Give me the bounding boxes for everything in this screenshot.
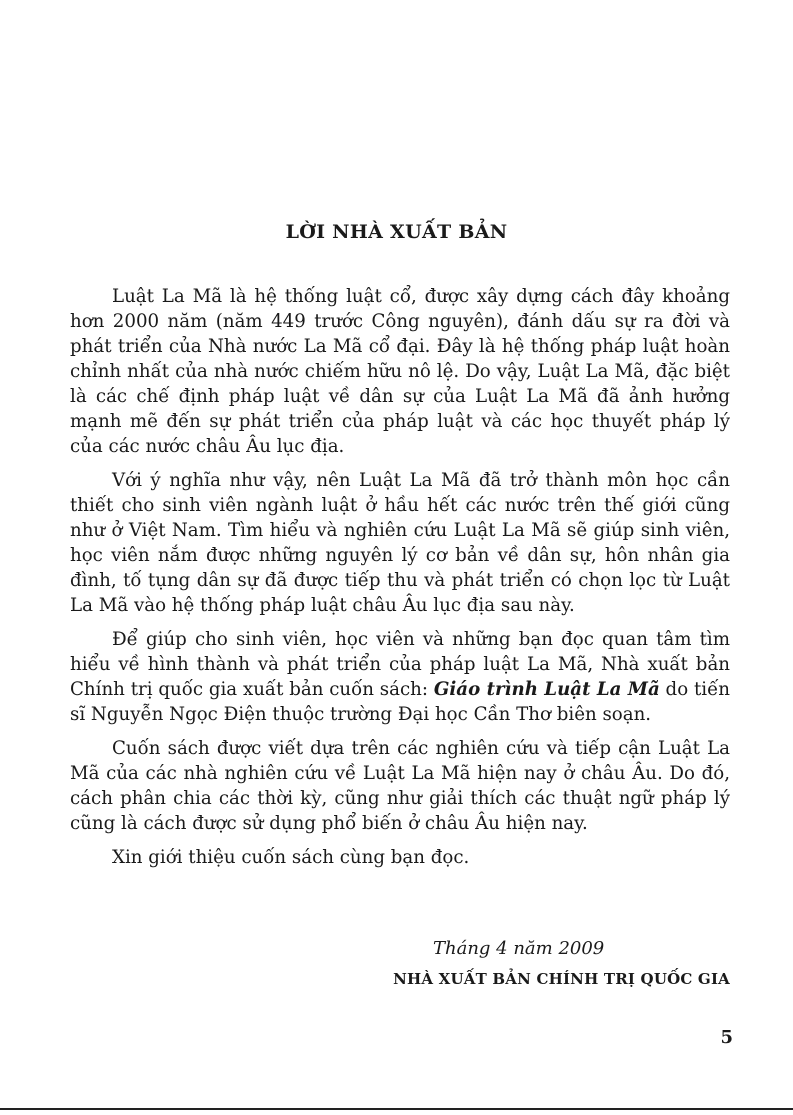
paragraph-approach: Cuốn sách được viết dựa trên các nghiên cứu và tiếp cận Luật La Mã của các nhà nghiên cứu về Luật La Mã hiện nay ở châu Âu. Do đó, cách phân chia các thời kỳ, cũng như giải thích các thuật ngữ pháp lý cũng là cách được sử dụng phổ biến ở châu Âu hiện nay. [70,738,730,834]
publisher-signature: NHÀ XUẤT BẢN CHÍNH TRỊ QUỐC GIA [393,970,730,988]
book-title: Giáo trình Luật La Mã [433,679,660,700]
body-text [70,284,730,879]
paragraph-intro: Luật La Mã là hệ thống luật cổ, được xây dựng cách đây khoảng hơn 2000 năm (năm 449 trước Công nguyên), đánh dấu sự ra đời và phát triển của Nhà nước La Mã cổ đại. Đây là hệ thống pháp luật hoàn chỉnh nhất của nhà nước chiếm hữu nô lệ. Do vậy, Luật La Mã, đặc biệt là các chế định pháp luật về dân sự của Luật La Mã đã ảnh hưởng mạnh mẽ đến sự phát triển của pháp luật và các học thuyết pháp lý của các nước châu Âu lục địa. [70,286,730,457]
publication-text-before: Để giúp cho sinh viên, học viên và những bạn đọc quan tâm tìm hiểu về hình thành và phát triển của pháp luật La Mã, Nhà xuất bản Chính trị quốc gia xuất bản cuốn sách: [70,629,730,700]
page-number: 5 [720,1027,733,1048]
paragraph-significance: Với ý nghĩa như vậy, nên Luật La Mã đã trở thành môn học cần thiết cho sinh viên ngành luật ở hầu hết các nước trên thế giới cũng như ở Việt Nam. Tìm hiểu và nghiên cứu Luật La Mã sẽ giúp sinh viên, học viên nắm được những nguyên lý cơ bản về dân sự, hôn nhân gia đình, tố tụng dân sự đã được tiếp thu và phát triển có chọn lọc từ Luật La Mã vào hệ thống pháp luật châu Âu lục địa sau này. [70,470,730,616]
paragraph-closing: Xin giới thiệu cuốn sách cùng bạn đọc. [112,847,470,868]
bottom-divider [0,1108,793,1110]
paragraph-publication [70,627,730,727]
publication-text-after: do tiến sĩ Nguyễn Ngọc Điện thuộc trường Đại học Cần Thơ biên soạn. [70,679,731,725]
page-heading: LỜI NHÀ XUẤT BẢN [285,221,508,243]
date-line: Tháng 4 năm 2009 [433,938,605,959]
